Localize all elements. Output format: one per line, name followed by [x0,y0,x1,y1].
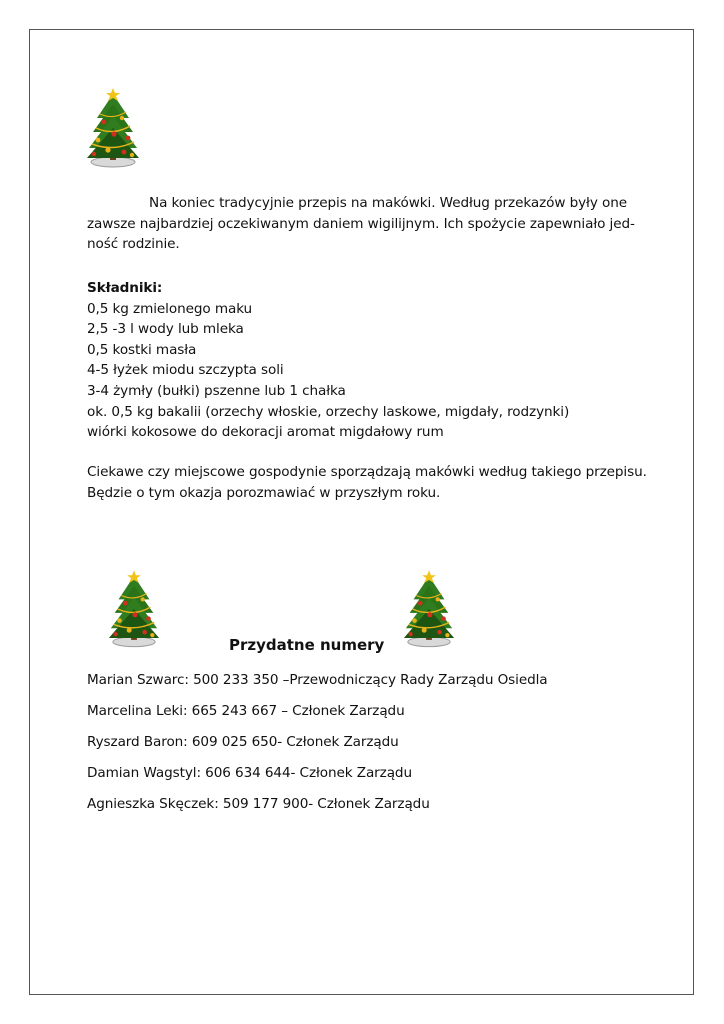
ingredient-item: 0,5 kg zmielonego maku [87,300,253,317]
ingredient-item: ok. 0,5 kg bakalii (orzechy włoskie, orzechy laskowe, migdały, rodzynki) [87,403,570,420]
intro-paragraph [87,193,647,255]
christmas-tree-icon [106,570,162,648]
numbers-list [87,670,548,825]
closing-line: Ciekawe czy miejscowe gospodynie sporządzają makówki według takiego przepisu. [87,464,647,480]
closing-line: Będzie o tym okazja porozmawiać w przyszłym roku. [87,484,441,501]
intro-line: zawsze najbardziej oczekiwanym daniem wigilijnym. Ich spożycie zapewniało jed- [87,215,635,232]
christmas-tree-icon [401,570,457,648]
ingredient-item: 4-5 łyżek miodu szczypta soli [87,362,284,379]
christmas-tree-icon [84,88,142,168]
contact-row: Damian Wagstyl: 606 634 644- Członek Zarządu [87,765,412,781]
ingredient-item: 2,5 -3 l wody lub mleka [87,321,244,338]
closing-paragraph [87,462,667,503]
ingredient-item: 0,5 kostki masła [87,341,197,358]
intro-line: ność rodzinie. [87,236,180,253]
page-border [29,29,694,995]
ingredients-heading: Składniki: [87,280,163,296]
contact-row: Agnieszka Skęczek: 509 177 900- Członek Zarządu [87,796,430,812]
ingredients-list [87,299,667,443]
contact-row: Ryszard Baron: 609 025 650- Członek Zarządu [87,734,399,750]
contact-row: Marcelina Leki: 665 243 667 – Członek Zarządu [87,703,405,719]
ingredient-item: 3-4 żymły (bułki) pszenne lub 1 chałka [87,382,346,399]
ingredients-section [87,278,667,443]
contact-row: Marian Szwarc: 500 233 350 –Przewodniczący Rady Zarządu Osiedla [87,672,548,688]
ingredient-item: wiórki kokosowe do dekoracji aromat migdałowy rum [87,424,444,441]
numbers-title: Przydatne numery [229,636,385,654]
intro-line: Na koniec tradycyjnie przepis na makówki. Według przekazów były one [149,195,627,211]
